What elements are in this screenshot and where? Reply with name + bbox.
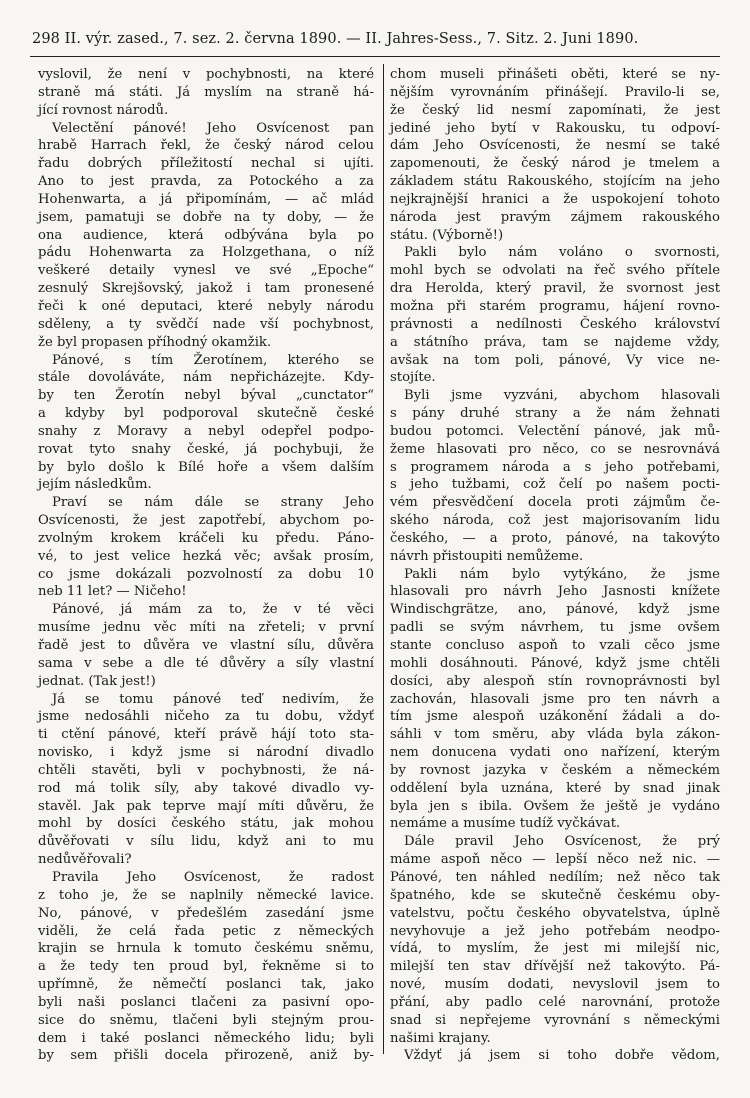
text-line: jednat. (Tak jest!)	[38, 673, 156, 689]
text-line: zvolným krokem kráčeli ku předu. Páno-	[38, 530, 374, 546]
text-line: Dále pravil Jeho Osvícenost, že prý	[404, 834, 720, 850]
text-line: Praví se nám dále se strany Jeho	[52, 495, 374, 511]
right-column	[390, 66, 720, 1065]
text-line: Pakli nám bylo vytýkáno, že jsme	[404, 566, 720, 582]
text-line: máme aspoň něco — lepší něco než nic. —	[390, 852, 720, 868]
text-line: že český lid nesmí zapomínati, že jest	[390, 102, 720, 118]
text-line: upřímně, že němečtí poslanci tak, jako	[38, 977, 374, 993]
text-line: návrh přistoupiti nemůžeme.	[390, 548, 584, 564]
text-line: by ten Žerotín nebyl býval „cunctator“	[38, 388, 374, 404]
text-line: s jeho tužbami, což čelí po našem pocti-	[390, 477, 720, 493]
text-line: základem státu Rakouského, stojícím na jeho	[390, 174, 720, 190]
text-line: ského národa, což jest majorisovaním lidu	[390, 513, 720, 529]
text-line: a kdyby byl podporoval skutečně české	[38, 406, 374, 422]
text-line: chtěli stavěti, byli v pochybnosti, že ná-	[38, 762, 374, 778]
text-line: národa jest pravým zájmem rakouského	[390, 209, 720, 225]
text-line: stante concluso aspoň to vzali cěco jsme	[390, 638, 720, 653]
text-line: že byl propasen příhodný okamžik.	[38, 334, 272, 350]
text-line: rod má tolik síly, aby takové divadlo vy-	[38, 780, 374, 796]
text-line: straně má státi. Já myslím na straně há-	[38, 84, 374, 100]
text-line: vém přesvědčení docela proti zájmům če-	[390, 495, 720, 511]
text-line: zapomenouti, že český národ je tmelem a	[390, 156, 720, 172]
text-line: Ano to jest pravda, za Potockého a za	[38, 174, 374, 190]
text-line: No, pánové, v předešlém zasedání jsme	[38, 905, 374, 921]
text-line: žeme hlasovati pro něco, co se nesrovnává	[390, 441, 720, 457]
text-line: dra Herolda, který pravil, že svornost jest	[390, 281, 720, 297]
text-line: nedůvěřovali?	[38, 852, 132, 868]
text-line: zachován, hlasovali jsme pro ten návrh a	[390, 691, 720, 707]
text-line: Vždyť já jsem si toho dobře vědom,	[404, 1048, 720, 1064]
text-line: mohli dosáhnouti. Pánové, když jsme chtěli	[390, 655, 720, 671]
text-line: Osvícenosti, že jest zapotřebí, abychom po-	[38, 513, 374, 529]
text-line: a státního práva, tam se najdeme vždy,	[390, 334, 720, 350]
text-line: stále dovoláváte, nám nepřicházejte. Kdy-	[38, 370, 374, 386]
text-line: ona audience, která odbývána byla po	[38, 227, 374, 243]
text-line: Pánové, ten náhled nedílím; než něco tak	[390, 869, 720, 885]
text-line: jsem, pamatuji se dobře na ty doby, — že	[38, 209, 374, 225]
text-line: z toho je, že se naplnily německé lavice.	[38, 887, 374, 903]
text-line: českého, — a proto, pánové, na takovýto	[390, 530, 720, 546]
text-line: mohl bych se odvolati na řeč svého přítele	[390, 263, 720, 279]
text-line: mohl by dosíci českého státu, jak mohou	[38, 816, 374, 832]
text-line: vyslovil, že není v pochybnosti, na které	[38, 67, 374, 82]
text-line: nem donucena vydati ono nařízení, kterým	[390, 745, 720, 761]
text-line: stojíte.	[390, 370, 436, 386]
running-header: 298 II. výr. zased., 7. sez. 2. června 1890. — II. Jahres-Sess., 7. Sitz. 2. Juni 1890.	[32, 31, 639, 47]
text-line: by bylo došlo k Bílé hoře a všem dalším	[38, 459, 374, 475]
header-rule	[30, 56, 720, 57]
text-line: stavěl. Jak pak teprve mají míti důvěru, že	[38, 798, 374, 814]
text-line: hlasovali pro návrh Jeho Jasnosti knížete	[390, 584, 720, 600]
text-line: možna při starém programu, hájení rovno-	[390, 298, 720, 314]
text-line: pádu Hohenwarta za Holzgethana, o níž	[38, 245, 374, 261]
text-line: Pánové, s tím Žerotínem, kterého se	[52, 352, 374, 368]
text-line: řeči k oné deputaci, které nebyly národu	[38, 298, 374, 314]
text-line: přání, aby padlo celé narovnání, protože	[390, 994, 720, 1010]
text-line: nové, musím dodati, nevyslovil jsem to	[390, 977, 720, 993]
text-line: vídá, to myslím, že jest mi milejší nic,	[390, 941, 720, 957]
text-line: s pány druhé strany a že nám žehnati	[390, 406, 720, 422]
text-line: by sem přišli docela přirozeně, aniž by-	[38, 1048, 374, 1064]
text-line: Hohenwarta, a já připomínám, — ač mlád	[38, 191, 374, 207]
text-line: nějším vyrovnáním přinášejí. Pravilo-li se,	[390, 84, 720, 100]
text-line: vé, to jest velice hezká věc; avšak prosím,	[38, 548, 374, 564]
text-line: dem i také poslanci německého lidu; byli	[38, 1030, 374, 1046]
text-line: sice do sněmu, tlačeni byli stejným prou-	[38, 1012, 374, 1028]
text-line: novisko, i když jsme si národní divadlo	[38, 745, 374, 761]
text-line: nejkrajnější hranici a že uspokojení tohoto	[390, 191, 720, 207]
text-line: Pakli bylo nám voláno o svornosti,	[404, 245, 720, 261]
text-line: Já se tomu pánové teď nedivím, že	[52, 691, 374, 707]
text-line: padli se svým návrhem, tu jsme ovšem	[390, 620, 720, 636]
text-line: dám Jeho Osvícenosti, že nesmí se také	[390, 138, 720, 154]
column-divider	[383, 64, 384, 1054]
text-line: budou potomci. Velectění pánové, jak mů-	[390, 423, 720, 439]
text-line: chom museli přinášeti oběti, které se ny-	[390, 67, 720, 82]
text-line: viděli, že celá řada petic z německých	[38, 923, 374, 939]
text-line: jediné jeho bytí v Rakousku, tu odpoví-	[390, 120, 720, 136]
text-line: špatného, kde se skutečně českému oby-	[390, 887, 720, 903]
text-line: veškeré detaily vynesl ve své „Epoche“	[38, 263, 374, 279]
text-line: musíme jednu věc míti na zřeteli; v první	[38, 620, 374, 636]
text-line: oddělení byla uznána, které by snad jinak	[390, 780, 720, 796]
text-line: Pánové, já mám za to, že v té věci	[52, 602, 374, 618]
text-line: snahy z Moravy a nebyl odepřel podpo-	[38, 423, 374, 439]
text-line: snad si nepřejeme vyrovnání s německými	[390, 1012, 720, 1028]
text-line: právnosti a nedílnosti Českého království	[390, 316, 720, 332]
text-line: našimi krajany.	[390, 1030, 491, 1046]
text-line: ti ctění pánové, kteří právě hájí toto sta-	[38, 727, 374, 743]
text-line: milejší ten stav dřívější než takovýto. Pá-	[390, 959, 720, 975]
text-line: rovat tyto snahy české, já pochybuji, že	[38, 441, 374, 457]
text-line: Windischgrätze, ano, pánové, když jsme	[390, 602, 720, 618]
text-line: tím jsme alespoň uzákonění žádali a do-	[390, 709, 720, 725]
text-line: jejím následkům.	[38, 477, 152, 493]
text-line: jící rovnost národů.	[38, 102, 169, 118]
text-line: neb 11 let? — Ničeho!	[38, 584, 187, 600]
text-line: jsme nedosáhli ničeho za tu dobu, vždyť	[38, 709, 374, 725]
text-line: Byli jsme vyzváni, abychom hlasovali	[404, 388, 720, 404]
left-column	[38, 66, 374, 1065]
text-line: dosíci, aby alespoň stín rovnoprávnosti byl	[390, 673, 720, 689]
text-line: Pravila Jeho Osvícenost, že radost	[52, 869, 374, 885]
text-line: byli naši poslanci tlačeni za pasivní opo-	[38, 994, 374, 1010]
text-line: státu. (Výborně!)	[390, 227, 504, 243]
text-line: zesnulý Skrejšovský, jakož i tam pronesené	[38, 281, 374, 297]
text-line: avšak na tom poli, pánové, Vy vice ne-	[390, 352, 720, 368]
text-line: hrabě Harrach řekl, že český národ celou	[38, 138, 374, 154]
text-line: vatelstvu, počtu českého obyvatelstva, úplně	[390, 905, 720, 921]
text-line: s programem národa a s jeho potřebami,	[390, 459, 720, 475]
text-line: a že tedy ten proud byl, řekněme si to	[38, 959, 374, 975]
text-line: byla jen s ibila. Ovšem že ještě je vydáno	[390, 798, 720, 814]
text-line: sáhli v tom směru, aby vláda byla zákon-	[390, 727, 720, 743]
text-line: řadu dobrých příležitostí nechal si ujíti.	[38, 156, 374, 172]
text-line: Velectění pánové! Jeho Osvícenost pan	[52, 120, 374, 136]
text-line: co jsme dokázali pozvolností za dobu 10	[38, 566, 374, 582]
text-line: řadě jest to důvěra ve vlastní sílu, důvěra	[38, 638, 374, 653]
text-line: sděleny, a ty svědčí nade vší pochybnost,	[38, 316, 374, 332]
text-line: by rovnost jazyka v českém a německém	[390, 762, 720, 778]
text-line: nemáme a musíme tudíž vyčkávat.	[390, 816, 621, 832]
text-line: krajin se hrnula k tomuto českému sněmu,	[38, 941, 374, 957]
text-line: důvěřovati v sílu lidu, když ani to mu	[38, 834, 374, 850]
text-line: nevyhovuje a jež jeho potřebám neodpo-	[390, 923, 720, 939]
text-line: sama v sebe a dle té důvěry a síly vlastní	[38, 655, 374, 671]
